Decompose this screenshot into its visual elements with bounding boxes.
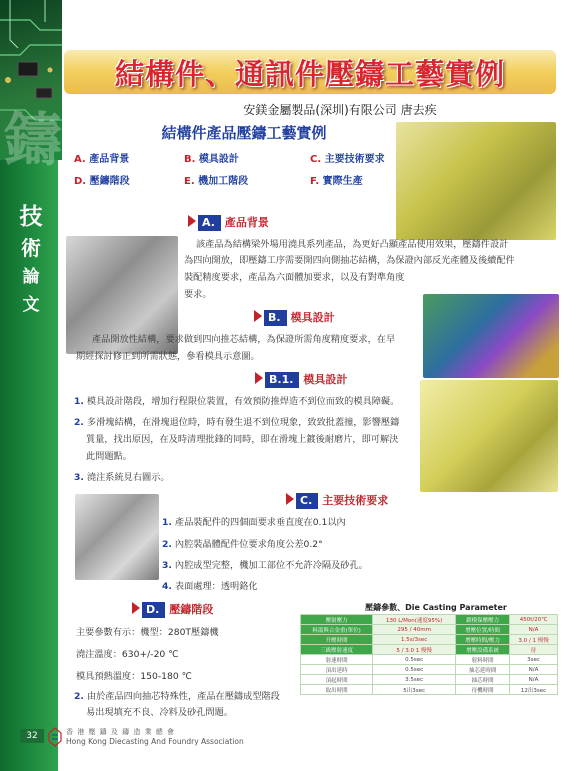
triangle-marker-icon (254, 310, 262, 322)
author-line: 安鎂金屬製品(深圳)有限公司 唐去疾 (243, 103, 437, 117)
sidebar-label-char-1: 技 (19, 203, 43, 230)
table-cell: 5 / 3.0 1 慢慢 (373, 645, 456, 655)
section-d-line-1: 主要參數有示：機型：280T壓鑄機 (76, 627, 219, 638)
table-cell: N/A (510, 675, 558, 685)
sidebar-big-character: 鑄 (4, 106, 63, 174)
toc-item-a: A. 產品背景 (74, 154, 130, 165)
gating-system-image (420, 380, 558, 492)
table-cell: 待機時間 (456, 685, 510, 695)
toc-item-c: C. 主要技術要求 (310, 154, 385, 165)
toc-item-d: D. 壓鑄階段 (74, 176, 130, 187)
b1-item-2-line-2: 質量，找出原因，在及時清理批鋒的同時，即在滑塊上鍍後耐磨片，即可解決 (86, 434, 399, 445)
section-b-heading: B. 模具設計 (254, 309, 335, 325)
table-cell: 升壓時間 (301, 635, 373, 645)
footer-org-chinese: 香 港 壓 鑄 及 鑄 造 業 總 會 (66, 728, 176, 736)
toc-item-f: F. 實際生產 (310, 176, 363, 187)
table-row (301, 645, 558, 655)
c-item-2: 2. 內腔裝晶體配件位要求角度公差0.2° (162, 539, 323, 550)
page-title: 結構件、通訊件壓鑄工藝實例 (114, 57, 505, 91)
table-cell: 3sec (510, 655, 558, 665)
table-cell: 取出時間 (301, 685, 373, 695)
section-c-heading: C. 主要技術要求 (286, 492, 388, 508)
association-logo-icon (48, 727, 62, 747)
d-item-2-line-2: 易出現填充不良、冷料及砂孔問題。 (86, 707, 233, 718)
toc-item-b: B. 模具設計 (184, 154, 239, 165)
section-a-line-3: 裝配精度要求，產品為六面體加要求，以及有對準角度 (184, 272, 405, 283)
toc-item-e: E. 機加工階段 (184, 176, 249, 187)
table-row (301, 655, 558, 665)
section-b-line-1: 產品開放性結構，要求做到四向推芯結構，為保證所需角度精度要求，在早 (92, 334, 396, 345)
table-row (301, 685, 558, 695)
table-cell: 3.0 / 1 慢慢 (510, 635, 558, 645)
table-cell: 295 / 40mm (373, 625, 456, 635)
table-row (301, 665, 558, 675)
b1-item-3: 3. 澆注系統見右圖示。 (74, 472, 170, 483)
section-b1-heading: B.1. 模具設計 (255, 371, 347, 387)
triangle-marker-icon (188, 215, 196, 227)
table-cell: 1.5s/3sec (373, 635, 456, 645)
table-cell: 3.5sec (373, 675, 456, 685)
d-item-2-line-1: 2. 由於產品四向抽芯特殊性，產品在壓鑄成型階段 (74, 691, 280, 702)
c-item-4: 4. 表面處理：透明鉻化 (162, 581, 258, 592)
table-cell: N/A (510, 625, 558, 635)
table-cell: N/A (510, 665, 558, 675)
c-item-1: 1. 產品裝配件的四個面要求垂直度在0.1以內 (162, 517, 346, 528)
table-row (301, 625, 558, 635)
section-b-line-2: 期經探討修正到所需狀態，參看模具示意圖。 (76, 351, 260, 362)
sidebar-label-char-4: 文 (22, 295, 40, 315)
sidebar-label-char-2: 術 (21, 236, 41, 260)
table-cell: 0.5sec (373, 655, 456, 665)
parameter-table (300, 614, 558, 695)
table-cell: 料溫與合金重(單位) (301, 625, 373, 635)
b1-item-2-line-3: 此問題點。 (86, 451, 132, 462)
table-cell: 壓射壓力 (301, 615, 373, 625)
table-row (301, 675, 558, 685)
section-d-line-3: 模具預熱溫度：150-180 ℃ (76, 671, 192, 682)
table-cell: 12出3sec (510, 685, 558, 695)
section-d-heading: D. 壓鑄階段 (132, 601, 213, 617)
casting-detail-image (75, 494, 159, 580)
table-cell: 射料時間 (456, 655, 510, 665)
page-number: 32 (20, 729, 44, 743)
table-row (301, 635, 558, 645)
article-subtitle: 結構件產品壓鑄工藝實例 (161, 124, 327, 142)
table-row (301, 615, 558, 625)
table-cell: 130 L/Mon(速度95%) (373, 615, 456, 625)
triangle-marker-icon (286, 493, 294, 505)
section-a-heading: A. 產品背景 (188, 214, 269, 230)
table-cell: 0.5sec (373, 665, 456, 675)
table-cell: 抽芯延時間 (456, 665, 510, 675)
section-a-line-1: 該產品為結構梁外場用澆具系列產品，為更好凸顯產品使用效果，壓鑄件設計 (196, 239, 509, 250)
table-cell: 三級壓射速度 (301, 645, 373, 655)
b1-item-2-line-1: 2. 多滑塊結構，在滑塊退位時，時有發生退不到位現象，致致批蓋撞，影響壓鑄 (74, 417, 400, 428)
table-cell: 450t/20℃ (510, 615, 558, 625)
sidebar-label-char-3: 論 (22, 267, 40, 287)
table-cell: 射速時間 (301, 655, 373, 665)
table-cell: 增壓時間/壓力 (456, 635, 510, 645)
triangle-marker-icon (255, 372, 263, 384)
table-cell: 鎖模保壓壓力 (456, 615, 510, 625)
table-cell: 5出3sec (373, 685, 456, 695)
triangle-marker-icon (132, 602, 140, 614)
footer-org-english: Hong Kong Diecasting And Foundry Association (66, 737, 244, 746)
table-cell: 增壓位置/時間 (456, 625, 510, 635)
product-3d-render-image (396, 122, 556, 240)
c-item-3: 3. 內腔成型完整，機加工部位不允許冷隔及砂孔。 (162, 560, 368, 571)
section-a-line-4: 要求。 (184, 289, 212, 300)
parameter-table-title: 壓鑄參數、Die Casting Parameter (365, 603, 507, 612)
table-cell: 增壓設備系統 (456, 645, 510, 655)
section-d-line-2: 澆注溫度：630+/-20 ℃ (76, 649, 179, 660)
table-cell: 頂出延時 (301, 665, 373, 675)
section-a-line-2: 為四向開放，即壓鑄工序需要開四向側抽芯結構，為保證內部反光產體及後續配件 (184, 255, 515, 266)
mold-design-image (423, 294, 559, 378)
table-cell: 待 (510, 645, 558, 655)
table-cell: 頂起時間 (301, 675, 373, 685)
b1-item-1: 1. 模具設計階段，增加行程限位裝置，有效預防推焊造不到位而致的模具障礙。 (74, 396, 400, 407)
table-cell: 抽芯時間 (456, 675, 510, 685)
